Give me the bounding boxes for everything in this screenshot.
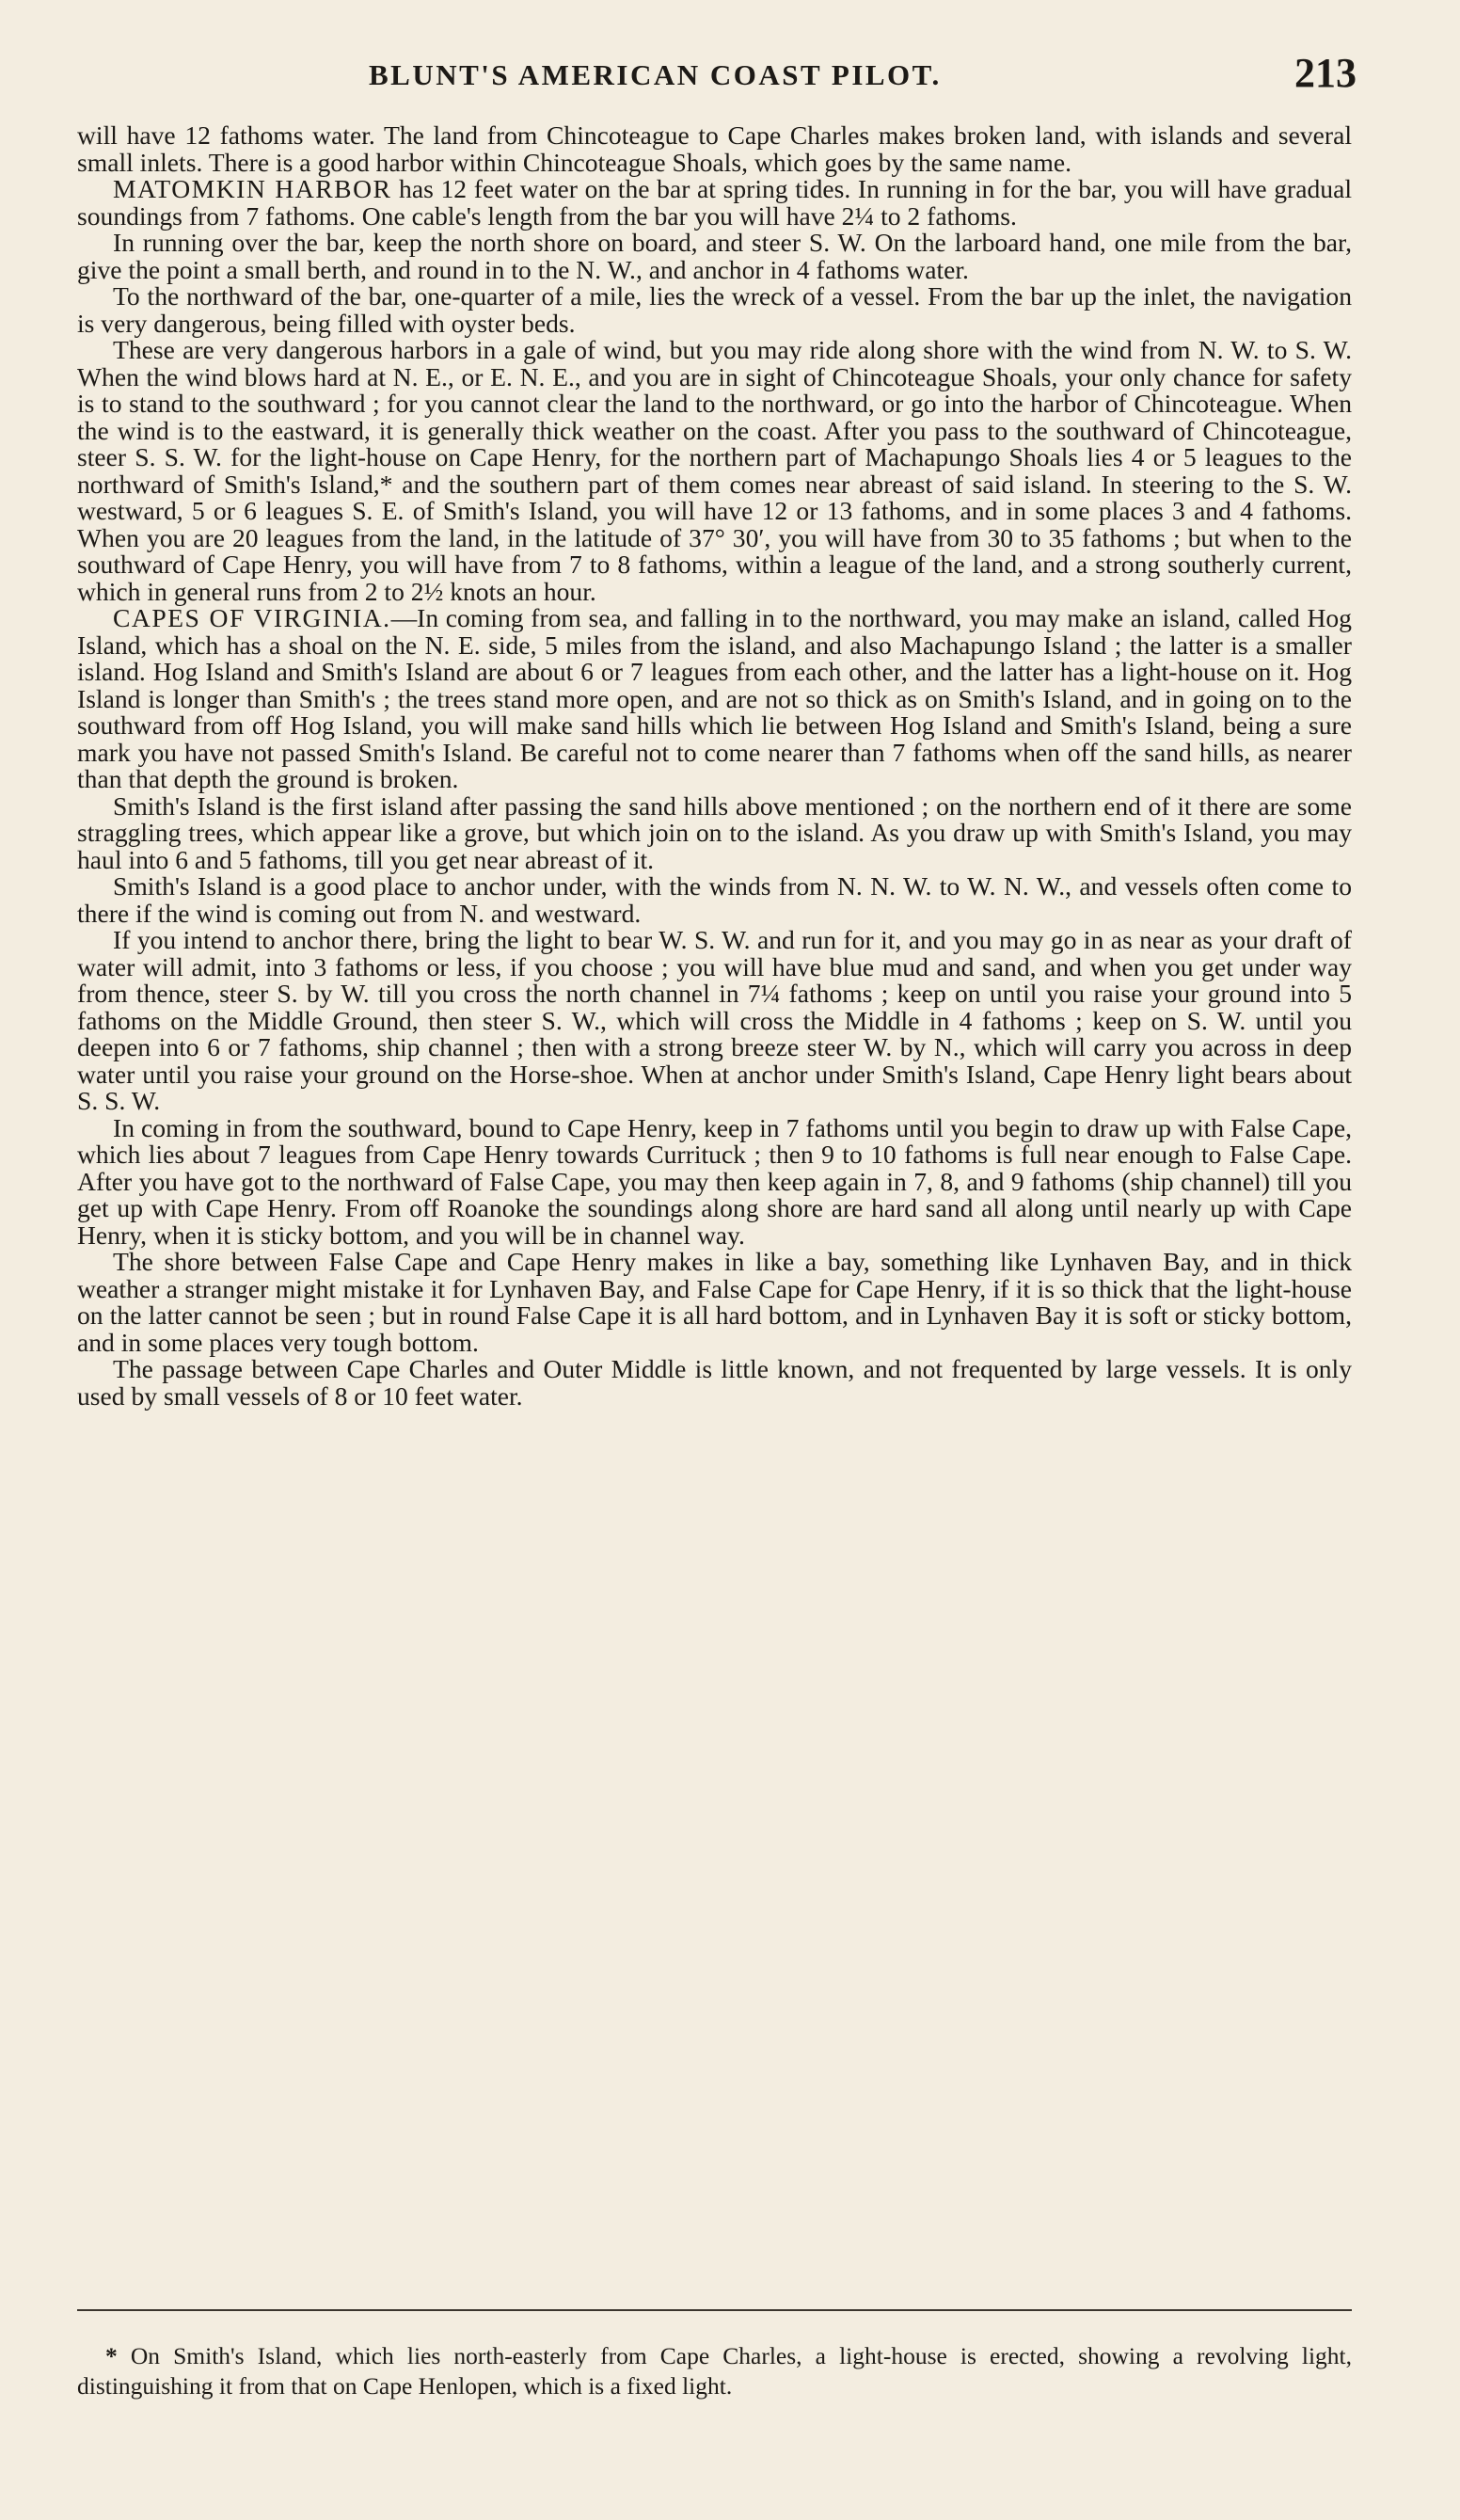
paragraph [77,1112,1352,1250]
paragraph [77,927,1352,1115]
footnote [77,2341,1352,2401]
paragraph-text: —In coming from sea, and falling in to the northward, you may make an island, called Hog Island, which has a shoal on the N. E. side, 5 miles from the island, and also Machapungo Island ; the latter is a smaller island. Hog Island and Smith's Island are about 6 or 7 leagues from each other, and the latter has a light-house on it. Hog Island is longer than Smith's ; the trees stand more open, and are not so thick as on Smith's Island, and in going on to the southward from off Hog Island, you will make sand hills which lie between Hog Island and Smith's Island, being a sure mark you have not passed Smith's Island. Be careful not to come nearer than 7 fathoms when off the sand hills, as nearer than that depth the ground is broken. [77,603,1352,793]
paragraph-text: has 12 feet water on the bar at spring tides. In running in for the bar, you will have gradual soundings from 7 fathoms. One cable's length from the bar you will have 2¼ to 2 fathoms. [77,174,1352,231]
paragraph [77,337,1352,605]
body-text [77,122,1352,1410]
running-title: BLUNT'S AMERICAN COAST PILOT. [369,58,942,91]
paragraph-text: In running over the bar, keep the north shore on board, and steer S. W. On the larboard hand, one mile from the bar, give the point a small berth, and round in to the N. W., and anchor in 4 fathoms water. [77,228,1352,284]
paragraph-text: Smith's Island is a good place to anchor under, with the winds from N. N. W. to W. N. W., and vessels often come to there if the wind is coming out from N. and westward. [77,871,1352,928]
paragraph-text: The passage between Cape Charles and Outer Middle is little known, and not frequented by large vessels. It is only used by small vessels of 8 or 10 feet water. [77,1354,1352,1411]
paragraph [77,1356,1352,1410]
page-number: 213 [1294,50,1357,96]
paragraph-text: will have 12 fathoms water. The land from Chincoteague to Cape Charles makes broken land, with islands and several small inlets. There is a good harbor within Chincoteague Shoals, which goes by the same name. [77,120,1352,177]
paragraph [77,873,1352,927]
footnote-mark: * [105,2342,118,2369]
footnote-text: On Smith's Island, which lies north-easterly from Cape Charles, a light-house is erected, showing a revolving light, distinguishing it from that on Cape Henlopen, which is a fixed light. [77,2342,1352,2400]
footnote-rule [77,2309,1352,2311]
paragraph-text: These are very dangerous harbors in a gale of wind, but you may ride along shore with the wind from N. W. to S. W. When the wind blows hard at N. E., or E. N. E., and you are in sight of Chincoteague Shoals, your only chance for safety is to stand to the southward ; for you cannot clear the land to the northward, or go into the harbor of Chincoteague. When the wind is to the eastward, it is generally thick weather on the coast. After you pass to the southward of Chincoteague, steer S. S. W. for the light-house on Cape Henry, for the northern part of Machapungo Shoals lies 4 or 5 leagues to the northward of Smith's Island,* and the southern part of them comes near abreast of said island. In steering to the S. W. westward, 5 or 6 leagues S. E. of Smith's Island, you will have 12 or 13 fathoms, and in some places 3 and 4 fathoms. When you are 20 leagues from the land, in the latitude of 37° 30′, you will have from 30 to 35 fathoms ; but when to the southward of Cape Henry, you will have from 7 to 8 fathoms, within a league of the land, and a strong southerly current, which in general runs from 2 to 2½ knots an hour. [77,335,1352,606]
footnote-paragraph [77,2341,1352,2401]
paragraph [77,790,1352,874]
paragraph-text: Smith's Island is the first island after passing the sand hills above mentioned ; on the northern end of it there are some straggling trees, which appear like a grove, but which join on to the island. As you draw up with Smith's Island, you may haul into 6 and 5 fathoms, till you get near abreast of it. [77,790,1352,874]
paragraph-text: In coming in from the southward, bound to Cape Henry, keep in 7 fathoms until you begin to draw up with False Cape, which lies about 7 leagues from Cape Henry towards Currituck ; then 9 to 10 fathoms is full near enough to False Cape. After you have got to the northward of False Cape, you may then keep again in 7, 8, and 9 fathoms (ship channel) till you get up with Cape Henry. From off Roanoke the soundings along shore are hard sand all along until nearly up with Cape Henry, when it is sticky bottom, and you will be in channel way. [77,1112,1352,1250]
section-heading: MATOMKIN HARBOR [113,174,392,203]
running-head [77,49,1357,105]
paragraph-text: The shore between False Cape and Cape Henry makes in like a bay, something like Lynhaven Bay, and in thick weather a stranger might mistake it for Lynhaven Bay, and False Cape for Cape Henry, if it is so thick that the light-house on the latter cannot be seen ; but in round False Cape it is all hard bottom, and in Lynhaven Bay it is soft or sticky bottom, and in some places very tough bottom. [77,1247,1352,1357]
paragraph [77,605,1352,793]
paragraph [77,176,1352,230]
paragraph [77,283,1352,337]
paragraph-text: To the northward of the bar, one-quarter of a mile, lies the wreck of a vessel. From the bar up the inlet, the navigation is very dangerous, being filled with oyster beds. [77,281,1352,338]
paragraph [77,122,1352,176]
paragraph-text: If you intend to anchor there, bring the light to bear W. S. W. and run for it, and you may go in as near as your draft of water will admit, into 3 fathoms or less, if you choose ; you will have blue mud and sand, and when you get under way from thence, steer S. by W. till you cross the north channel in 7¼ fathoms ; keep on until you raise your ground into 5 fathoms on the Middle Ground, then steer S. W., which will cross the Middle in 4 fathoms ; keep on S. W. until you deepen into 6 or 7 fathoms, ship channel ; then with a strong breeze steer W. by N., which will carry you across in deep water until you raise your ground on the Horse-shoe. When at anchor under Smith's Island, Cape Henry light bears about S. S. W. [77,925,1352,1115]
paragraph [77,230,1352,283]
paragraph [77,1249,1352,1356]
section-heading: CAPES OF VIRGINIA. [113,603,391,632]
